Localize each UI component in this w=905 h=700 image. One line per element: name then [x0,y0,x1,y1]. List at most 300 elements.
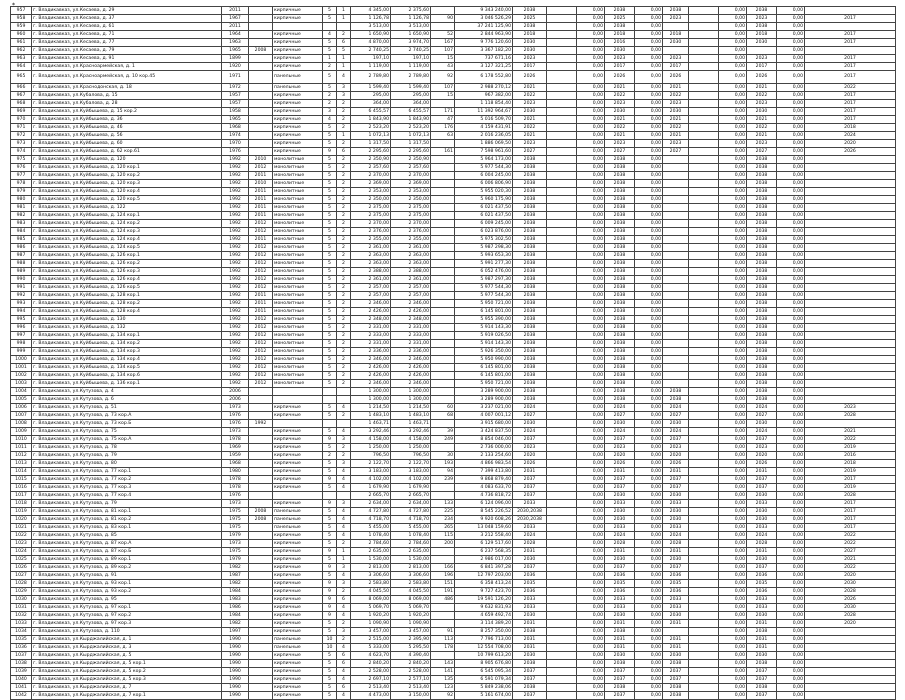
table-cell: 0,00 [777,308,805,316]
table-cell [547,15,577,23]
table-cell: 0,00 [635,492,663,500]
table-cell: 2038 [747,156,777,164]
table-cell: 9 [323,564,337,572]
table-cell: 0,00 [777,196,805,204]
table-cell: 981 [11,204,32,212]
table-cell: 39 [431,428,455,436]
table-cell: 5 [323,180,337,188]
table-cell: 1017 [11,492,32,500]
table-cell: 2037 [605,668,635,676]
table-cell: 2038 [747,380,777,388]
table-cell [431,180,455,188]
table-cell [805,364,896,372]
table-cell: 979 [11,188,32,196]
table-cell: 0,00 [635,580,663,588]
table-cell: 0,00 [577,604,605,612]
table-cell: 4 [337,508,351,516]
table-cell: 0,00 [719,396,747,404]
table-cell: 2038 [747,292,777,300]
table-row [11,300,896,308]
table-cell: г. Владикавказ, ул.Куйбышева, д. 124 кор.1 [32,212,222,220]
table-cell: г. Владикавказ, ул.Куйбышева, д. 126 кор.4 [32,276,222,284]
table-cell: 0,00 [719,260,747,268]
table-cell: 0,00 [577,100,605,108]
table-cell: г. Владикавказ, ул.Куйбышева, д. 120 кор.5 [32,196,222,204]
table-cell: 1975 [222,508,249,516]
table-cell [805,644,896,652]
table-cell: 4 [337,516,351,524]
table-cell [689,412,719,420]
table-cell: 1 [337,556,351,564]
table-cell: 6 124 096,00 [455,500,513,508]
table-cell: 3 513,00 [351,23,391,31]
table-cell [431,604,455,612]
table-cell: 0,00 [635,372,663,380]
table-cell: 2 840,20 [391,660,431,668]
table-row [11,388,896,396]
table-cell [805,396,896,404]
table-cell: 0,00 [635,164,663,172]
table-cell: 2037 [513,476,547,484]
table-cell: 9 [323,548,337,556]
table-cell [805,380,896,388]
table-cell: 1992 [222,188,249,196]
table-cell: 2 361,00 [351,276,391,284]
table-cell: 0,00 [577,212,605,220]
table-cell: 0,00 [635,396,663,404]
table-cell: 1992 [222,164,249,172]
table-cell: 3 306,60 [391,572,431,580]
table-cell: 0,00 [577,84,605,92]
table-cell: кирпичные [273,140,323,148]
table-cell: 0,00 [577,476,605,484]
table-cell: 200 [431,540,455,548]
table-cell: г. Владикавказ, ул.Кутузова, д. 6 [32,396,222,404]
table-cell: 2 515,00 [351,636,391,644]
table-cell: 2 346,00 [391,356,431,364]
table-cell: 1001 [11,364,32,372]
table-cell: кирпичные [273,55,323,63]
table-cell [431,316,455,324]
table-cell: монолитные [273,316,323,324]
table-cell [547,364,577,372]
table-cell: 6 455,57 [391,108,431,116]
table-cell: 5 455,00 [391,524,431,532]
table-cell: 0,00 [777,132,805,140]
table-cell: 963 [11,55,32,63]
table-cell [689,628,719,636]
table-cell [663,260,689,268]
table-cell [249,692,273,700]
table-cell: 0,00 [777,188,805,196]
table-cell: 2028 [513,540,547,548]
table-cell: 2028 [605,540,635,548]
table-cell [273,420,323,428]
table-cell: 986 [11,244,32,252]
table-cell: 2038 [605,244,635,252]
table-cell [547,71,577,84]
table-cell: 2038 [747,356,777,364]
table-cell: г. Владикавказ, ул.Кутузова, д. 77 кор.2 [32,476,222,484]
table-cell: 107 [431,84,455,92]
table-cell: 2038 [513,284,547,292]
table-cell [249,540,273,548]
table-cell [689,196,719,204]
table-cell: 2022 [605,92,635,100]
table-cell: 0,00 [777,476,805,484]
table-cell [547,460,577,468]
table-cell [431,492,455,500]
table-cell: 3 [337,500,351,508]
table-cell [689,228,719,236]
table-cell: 2037 [513,692,547,700]
table-cell [547,47,577,55]
table-cell: 2038 [747,196,777,204]
table-cell: 0,00 [635,300,663,308]
table-cell: г. Владикавказ, ул.Кырджалийская, д. 7 [32,684,222,692]
table-cell [663,172,689,180]
table-cell: 5 [323,164,337,172]
table-cell: 2031 [747,548,777,556]
table-cell: 1965 [222,47,249,55]
table-cell: 4 158,00 [351,436,391,444]
table-cell [249,63,273,71]
table-cell: 0,00 [577,596,605,604]
table-cell: 2037 [513,436,547,444]
table-cell: 972 [11,132,32,140]
table-cell [689,348,719,356]
table-cell [249,116,273,124]
table-cell: г. Владикавказ, ул.Куйбышева, д. 120 кор.4 [32,188,222,196]
table-cell: 2038 [747,316,777,324]
table-cell [689,31,719,39]
table-cell: 1992 [222,380,249,388]
table-cell: 2022 [513,92,547,100]
table-cell: 994 [11,308,32,316]
table-cell: 3 289 900,00 [455,396,513,404]
table-cell: 5 [323,204,337,212]
table-cell: 9 632 831,93 [455,604,513,612]
table-cell [547,63,577,71]
table-cell: 2033 [747,596,777,604]
table-cell: 0,00 [577,180,605,188]
table-row [11,260,896,268]
table-cell [689,684,719,692]
table-cell: 6 145 801,00 [455,364,513,372]
table-cell [547,660,577,668]
table-cell [431,260,455,268]
table-cell: 1992 [222,212,249,220]
table-cell: 0,00 [719,292,747,300]
table-cell: 1 317,50 [351,140,391,148]
table-cell [663,332,689,340]
table-cell: 2 [337,172,351,180]
table-cell: 2024 [513,532,547,540]
table-cell: 4 [337,676,351,684]
table-cell [249,23,273,31]
table-cell: 2038 [747,252,777,260]
table-cell: 2038 [747,340,777,348]
table-cell: 1 679,90 [391,484,431,492]
table-cell: 2 331,00 [391,340,431,348]
table-cell: 1992 [222,180,249,188]
table-cell: монолитные [273,268,323,276]
table-cell: 5 [323,156,337,164]
table-cell [547,452,577,460]
table-cell: 2 528,00 [391,668,431,676]
table-cell: 5 [323,540,337,548]
table-cell: 0,00 [635,23,663,31]
table-cell: 2024 [663,404,689,412]
table-cell: 0,00 [777,300,805,308]
table-cell: 0,00 [635,652,663,660]
table-cell: 2026 [805,148,896,156]
table-cell: 968 [11,100,32,108]
table-cell: 0,00 [777,55,805,63]
table-cell: 0,00 [577,540,605,548]
table-cell: 2012 [249,276,273,284]
table-cell [547,468,577,476]
table-cell: 4 045,50 [351,588,391,596]
table-cell [663,308,689,316]
table-cell: 2024 [663,428,689,436]
table-cell: 1990 [222,668,249,676]
table-cell: 1984 [222,588,249,596]
table-cell: 0,00 [577,71,605,84]
table-cell: 4 [337,668,351,676]
table-cell: 2018 [663,31,689,39]
table-cell: 0,00 [777,92,805,100]
table-cell: 0,00 [777,596,805,604]
table-cell: 4 [323,116,337,124]
table-cell [249,500,273,508]
table-cell: 2024 [747,532,777,540]
table-cell [747,47,777,55]
table-cell: 5 977 544,30 [455,164,513,172]
table-cell: г. Владикавказ, ул.Куйбышева, д. 122 [32,204,222,212]
table-cell: 2 [337,284,351,292]
table-row [11,548,896,556]
table-cell [689,644,719,652]
table-cell: 0,00 [635,364,663,372]
table-cell [689,476,719,484]
table-cell: 0,00 [635,516,663,524]
table-cell: 15 [431,55,455,63]
table-cell [249,124,273,132]
table-cell: 0,00 [577,164,605,172]
table-cell: 991 [11,284,32,292]
table-cell: 2038 [513,196,547,204]
table-cell: 2021 [805,428,896,436]
table-cell: 2019 [805,468,896,476]
table-cell [431,652,455,660]
table-row [11,556,896,564]
table-cell: 0,00 [719,116,747,124]
table-cell: 0,00 [577,7,605,15]
table-cell [547,116,577,124]
table-cell: 5 [323,348,337,356]
table-cell: г. Владикавказ, ул.Кырджалийская, д. 5 [32,652,222,660]
table-cell: 2012 [249,228,273,236]
table-cell: 2033 [747,500,777,508]
table-cell [547,292,577,300]
table-cell: кирпичные [273,556,323,564]
table-cell: 2038 [605,180,635,188]
table-cell: 0,00 [577,252,605,260]
table-cell [689,276,719,284]
table-cell: 0,00 [577,460,605,468]
table-cell: 2031 [747,468,777,476]
table-row [11,604,896,612]
table-cell: 2017 [805,55,896,63]
table-cell [663,324,689,332]
table-cell: 0,00 [577,452,605,460]
table-cell: 2 [337,452,351,460]
table-cell: 1959 [222,452,249,460]
table-cell: 2024 [747,428,777,436]
table-cell: 0,00 [635,108,663,116]
table-cell: 2012 [249,356,273,364]
table-cell: 5 [323,468,337,476]
table-cell: 0,00 [635,31,663,39]
table-cell: 2037 [747,476,777,484]
table-cell [431,100,455,108]
table-cell [249,628,273,636]
table-cell: 1992 [222,228,249,236]
table-cell: 0,00 [719,204,747,212]
table-cell [689,84,719,92]
table-cell: 0,00 [577,47,605,55]
table-cell: г. Владикавказ, ул.Кутузова, д. 85 [32,532,222,540]
table-cell [805,324,896,332]
table-cell [249,572,273,580]
table-cell: 2038 [513,212,547,220]
table-cell: 0,00 [777,668,805,676]
table-row [11,468,896,476]
table-cell: 2031 [605,468,635,476]
table-cell: 0,00 [777,604,805,612]
table-cell: 0,00 [777,148,805,156]
table-cell: 796,50 [351,452,391,460]
table-cell [689,316,719,324]
table-cell: 4 [337,428,351,436]
table-cell: 0,00 [719,340,747,348]
table-cell: 1992 [222,268,249,276]
table-cell: 2038 [747,324,777,332]
table-cell [689,148,719,156]
table-cell: 971 [11,124,32,132]
table-cell: 0,00 [777,564,805,572]
table-cell: 2 [337,268,351,276]
table-cell [323,420,337,428]
table-cell: 0,00 [635,348,663,356]
table-cell: 2030 [747,652,777,660]
table-cell: 0,00 [719,7,747,15]
table-cell: г. Владикавказ, ул.Кутузова, д. 97 кор.1 [32,604,222,612]
table-cell: 1 119,00 [391,63,431,71]
table-cell [547,484,577,492]
table-cell: 0,00 [777,252,805,260]
table-cell: 0,00 [635,220,663,228]
table-cell [805,23,896,31]
table-cell: 2 122,70 [351,460,391,468]
table-cell: 2 363,00 [391,260,431,268]
table-cell: 2030 [663,39,689,47]
table-cell [689,604,719,612]
table-cell: 2008 [249,516,273,524]
table-cell: 6 [337,652,351,660]
table-cell: 4 [337,612,351,620]
table-cell [249,564,273,572]
table-cell: 5 [323,308,337,316]
table-cell: 2038 [513,292,547,300]
table-row [11,220,896,228]
table-cell: 0,00 [635,92,663,100]
table-cell: кирпичные [273,108,323,116]
table-cell: 0,00 [635,596,663,604]
table-cell: монолитные [273,348,323,356]
table-cell: 2037 [513,492,547,500]
table-row [11,228,896,236]
table-cell: 1 250,00 [351,444,391,452]
table-cell: 0,00 [777,396,805,404]
table-cell [689,236,719,244]
table-cell: 2035 [663,580,689,588]
table-cell [547,644,577,652]
table-cell: 0,00 [777,436,805,444]
table-cell: 0,00 [777,636,805,644]
table-cell: 0,00 [777,31,805,39]
table-cell: 1033 [11,620,32,628]
table-cell: г. Владикавказ, ул.Куйбышева, д. 124 кор.4 [32,236,222,244]
table-cell: 1967 [222,15,249,23]
table-cell: 2038 [605,380,635,388]
table-cell: 2 [337,124,351,132]
table-cell: 9 868 879,40 [455,476,513,484]
table-cell: 5 [323,140,337,148]
table-cell: 0,00 [577,572,605,580]
table-cell: 0,00 [719,572,747,580]
table-cell: 0,00 [577,468,605,476]
table-cell: 0,00 [719,420,747,428]
table-cell: монолитные [273,204,323,212]
table-cell: 0,00 [777,84,805,92]
table-cell: 1 078,40 [391,532,431,540]
table-cell [547,572,577,580]
table-cell: 1957 [222,100,249,108]
table-cell [431,548,455,556]
table-cell [689,388,719,396]
table-cell: 295,00 [351,92,391,100]
table-cell [689,508,719,516]
table-cell: 1975 [222,516,249,524]
table-cell [249,31,273,39]
table-cell: 0,00 [777,15,805,23]
table-cell [663,268,689,276]
table-cell: 973 [11,140,32,148]
table-cell: 2023 [513,100,547,108]
table-cell: 0,00 [777,420,805,428]
table-cell: 2 426,00 [391,364,431,372]
table-cell: 0,00 [719,556,747,564]
table-cell: 2038 [747,628,777,636]
table-cell: 6 455,57 [351,108,391,116]
table-cell: 4 345,00 [351,7,391,15]
table-cell: 0,00 [577,628,605,636]
table-cell: монолитные [273,252,323,260]
table-cell: 1009 [11,428,32,436]
table-cell: 0,00 [635,244,663,252]
